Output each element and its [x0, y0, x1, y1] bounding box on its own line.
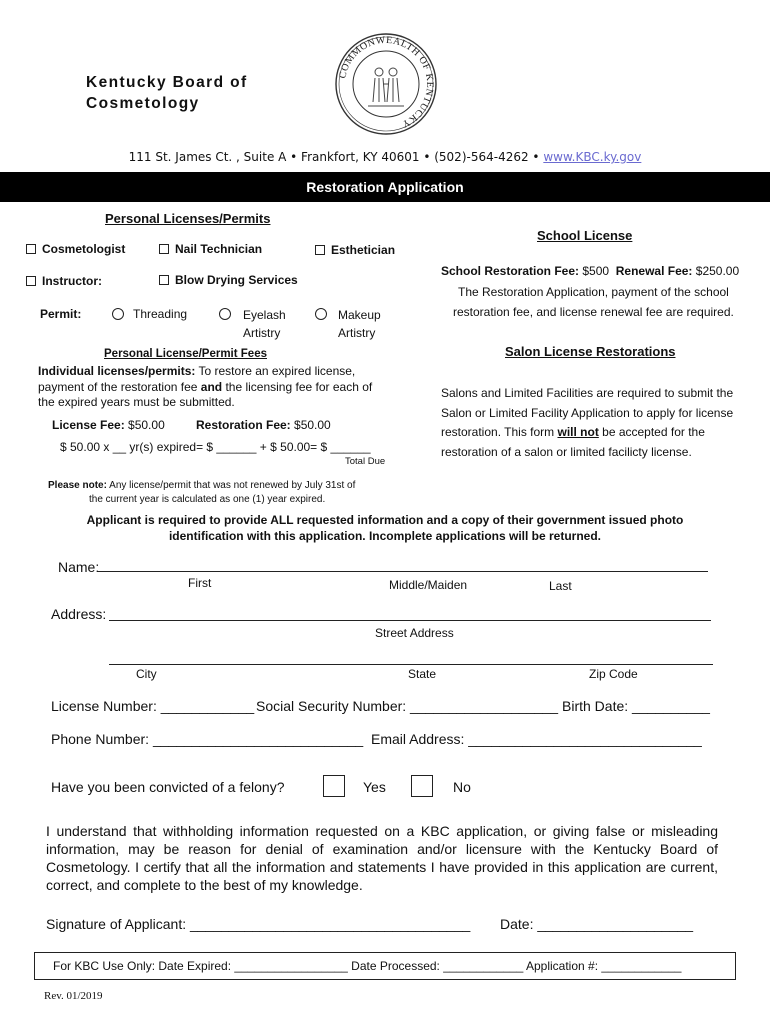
please-note: Please note: Any license/permit that was not renewed by July 31st of the current year is calculated as one (1) year expired.: [48, 480, 356, 505]
seal-text: COMMONWEALTH OF KENTUCKY: [337, 34, 436, 130]
eyelash-radio[interactable]: [219, 308, 231, 320]
zip-caption: Zip Code: [589, 667, 638, 681]
felony-no-checkbox[interactable]: [411, 775, 433, 797]
eyelash-label: Eyelash Artistry: [243, 308, 286, 340]
school-fees: School Restoration Fee: $500 Renewal Fee: $250.00: [441, 264, 740, 278]
checkbox[interactable]: [159, 244, 169, 254]
checkbox[interactable]: [26, 244, 36, 254]
nail-technician-option[interactable]: Nail Technician: [159, 242, 262, 256]
kentucky-seal-icon: [334, 32, 438, 136]
ssn-field[interactable]: Social Security Number: ___________________: [256, 698, 558, 714]
certification-statement: I understand that withholding information requested on a KBC application, or giving false or misleading information, may be reason for denial of examination and/or licensure with the Kentucky Board of Cosmetology. I certify that all the information and statements I have provided in this application are current, correct, and complete to the best of my knowledge.: [46, 823, 718, 893]
name-field[interactable]: [98, 571, 708, 572]
website-link[interactable]: www.KBC.ky.gov: [543, 150, 642, 164]
address-text: 111 St. James Ct. , Suite A • Frankfort, KY 40601 • (502)-564-4262 •: [128, 150, 540, 164]
school-text: The Restoration Application, payment of the school restoration fee, and license renewal fee are required.: [453, 285, 734, 319]
date-field[interactable]: Date: ____________________: [500, 916, 694, 932]
school-heading: School License: [537, 228, 633, 243]
address-label: Address:: [51, 606, 107, 622]
city-caption: City: [136, 667, 157, 681]
applicant-instructions: Applicant is required to provide ALL requested information and a copy of their government issued photo identification with this application. Incomplete applications will be returned.: [86, 513, 684, 543]
name-label: Name:: [58, 559, 100, 575]
first-caption: First: [188, 576, 212, 590]
org-name: [86, 72, 248, 114]
salon-heading: Salon License Restorations: [505, 344, 676, 359]
esthetician-option[interactable]: Esthetician: [315, 243, 395, 257]
contact-line: [0, 150, 770, 164]
yes-label: Yes: [363, 779, 386, 795]
cosmetologist-option[interactable]: Cosmetologist: [26, 242, 125, 256]
permit-label: Permit:: [40, 307, 82, 321]
instructor-option[interactable]: Instructor:: [26, 274, 102, 288]
phone-field[interactable]: Phone Number: ___________________________: [51, 731, 364, 747]
makeup-label: Makeup Artistry: [338, 308, 381, 340]
threading-label: Threading: [133, 307, 188, 321]
threading-radio[interactable]: [112, 308, 124, 320]
org-name-line2: Cosmetology: [86, 95, 200, 112]
birth-date-field[interactable]: Birth Date: __________: [562, 698, 710, 714]
restoration-fee: Restoration Fee: $50.00: [196, 418, 331, 432]
signature-field[interactable]: Signature of Applicant: ____________________________________: [46, 916, 471, 932]
org-name-line1: Kentucky Board of: [86, 74, 248, 91]
state-caption: State: [408, 667, 437, 681]
checkbox[interactable]: [159, 275, 169, 285]
makeup-radio[interactable]: [315, 308, 327, 320]
license-fee: License Fee: $50.00: [52, 418, 165, 432]
personal-heading: Personal Licenses/Permits: [105, 211, 271, 226]
felony-yes-checkbox[interactable]: [323, 775, 345, 797]
last-caption: Last: [549, 579, 572, 593]
checkbox[interactable]: [26, 276, 36, 286]
total-due-label: Total Due: [345, 456, 386, 467]
individual-fees-text: Individual licenses/permits: To restore an expired license, payment of the restoration fee and the licensing fee for each of the expired years must be submitted.: [38, 364, 373, 409]
email-field[interactable]: Email Address: ______________________________: [371, 731, 702, 747]
salon-text: Salons and Limited Facilities are required to submit the Salon or Limited Facility Application to apply for license restoration. This form will not be accepted for the restoration of a salon or limited facilicty license.: [441, 386, 734, 460]
felony-question: Have you been convicted of a felony?: [51, 779, 285, 795]
revision-label: Rev. 01/2019: [44, 990, 103, 1002]
svg-text:COMMONWEALTH OF KENTUCKY: [337, 35, 435, 130]
street-caption: Street Address: [375, 626, 454, 640]
middle-caption: Middle/Maiden: [389, 578, 468, 592]
kbc-use-only-box: For KBC Use Only: Date Expired: _________________ Date Processed: ____________ Application #: ____________: [34, 952, 736, 980]
street-field[interactable]: [109, 620, 711, 621]
form-title: Restoration Application: [0, 172, 770, 202]
blow-drying-option[interactable]: Blow Drying Services: [159, 273, 298, 287]
no-label: No: [453, 779, 471, 795]
fee-formula: $ 50.00 x __ yr(s) expired= $ ______ + $ 50.00= $ ______: [60, 440, 371, 454]
license-number-field[interactable]: License Number: ____________: [51, 698, 255, 714]
city-state-zip-field[interactable]: [109, 664, 713, 665]
checkbox[interactable]: [315, 245, 325, 255]
fees-heading: Personal License/Permit Fees: [104, 348, 267, 360]
